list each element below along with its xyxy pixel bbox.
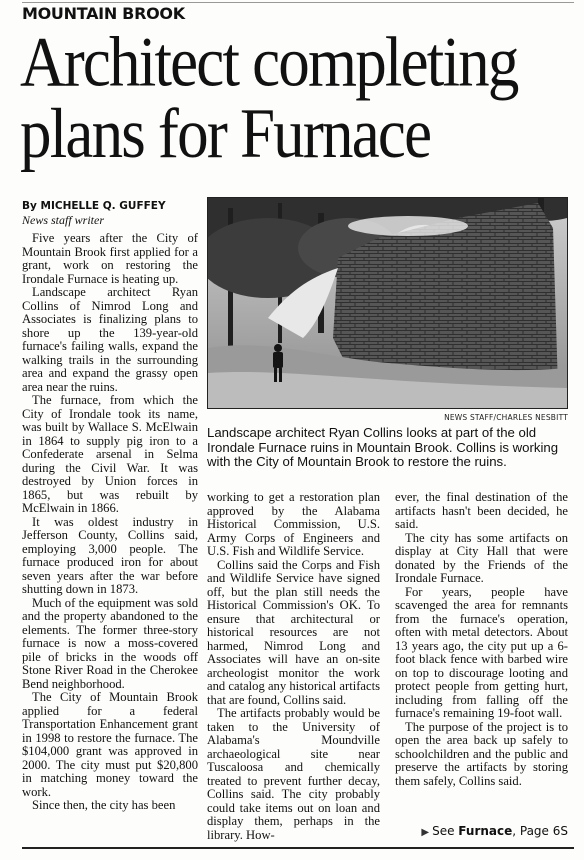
headline-line-1: Architect completing (20, 22, 518, 102)
paragraph: ever, the final destination of the artifacts hasn't been decided, he said. (395, 490, 568, 531)
byline-role: News staff writer (22, 213, 105, 227)
jump-page: , Page 6S (512, 824, 568, 838)
paragraph: The city has some artifacts on display at City Hall that were donated by the Friends of the Irondale Furnace. (395, 530, 568, 585)
headline-line-2: plans for Furnace (20, 94, 431, 173)
paragraph: The purpose of the project is to open the area back up safely to schoolchildren and the public and preserve the artifacts by storing them safely, Collins said. (395, 719, 568, 788)
photo-caption: Landscape architect Ryan Collins looks at part of the old Irondale Furnace ruins in Mountain Brook. Collins is working with the City of Mountain Brook to restore the ruins. (207, 425, 559, 469)
jump-prefix: See (432, 824, 455, 838)
photo-credit: NEWS STAFF/CHARLES NESBITT (444, 413, 568, 422)
body-column-2 (207, 491, 380, 842)
furnace-ruins-photo (207, 197, 568, 409)
section-label: MOUNTAIN BROOK (22, 4, 185, 23)
triangle-right-icon: ▶ (421, 827, 430, 838)
paragraph: Much of the equipment was sold and the property abandoned to the elements. The former three-story furnace is now a moss-covered pile of bricks in the woods off Stone River Road in the Cherokee Bend neighborhood. (22, 595, 198, 691)
paragraph: The City of Mountain Brook applied for a federal Transportation Enhancement grant in 1998 to restore the furnace. The $104,000 grant was approved in 2000. The city must put $20,800 in matching money toward the work. (22, 690, 198, 799)
bottom-rule (22, 847, 574, 849)
paragraph: The artifacts probably would be taken to the University of Alabama's Moundville archaeological site near Tuscaloosa and chemically treated to prevent further decay, Collins said. The city probably could take items out on loan and display them, perhaps in the library. How- (207, 706, 380, 842)
paragraph: For years, people have scavenged the area for remnants from the furnace's operation, often with metal detectors. About 13 years ago, the city put up a 6-foot black fence with barbed wire on top to discourage looting and protect people from getting hurt, including from falling off the furnace's remaining 19-foot wall. (395, 584, 568, 720)
body-column-3 (395, 491, 568, 788)
paragraph: Collins said the Corps and Fish and Wildlife Service have signed off, but the plan still needs the Historical Commission's OK. To ensure that architectural or historical resources are not harmed, Nimrod Long and Associates will have an on-site archeologist monitor the work and catalog any historical artifacts that are found, Collins said. (207, 557, 380, 707)
paragraph: Landscape architect Ryan Collins of Nimrod Long and Associates is finalizing plans to shore up the 139-year-old furnace's failing walls, expand the walking trails in the surrounding area and expand the grassy open area near the ruins. (22, 285, 198, 394)
paragraph: working to get a restoration plan approved by the Alabama Historical Commission, U.S. Army Corps of Engineers and U.S. Fish and Wildlife Service. (207, 490, 380, 558)
headline (20, 22, 575, 173)
jump-line (421, 824, 568, 838)
body-column-1 (22, 232, 198, 813)
paragraph: Since then, the city has been (32, 798, 176, 812)
paragraph: The furnace, from which the City of Irondale took its name, was built by Wallace S. McElwain in 1864 to supply pig iron to a Confederate arsenal in Selma during the Civil War. It was destroyed by Union forces in 1865, but was rebuilt by McElwain in 1866. (22, 393, 198, 515)
byline-author: By MICHELLE Q. GUFFEY (22, 200, 166, 212)
jump-section: Furnace (458, 824, 513, 838)
paragraph: It was oldest industry in Jefferson County, Collins said, employing 3,000 people. The furnace produced iron for about seven years after the war before shutting down in 1873. (22, 514, 198, 596)
top-rule (22, 2, 574, 3)
paragraph: Five years after the City of Mountain Brook first applied for a grant, work on restoring the Irondale Furnace is heating up. (22, 231, 198, 286)
